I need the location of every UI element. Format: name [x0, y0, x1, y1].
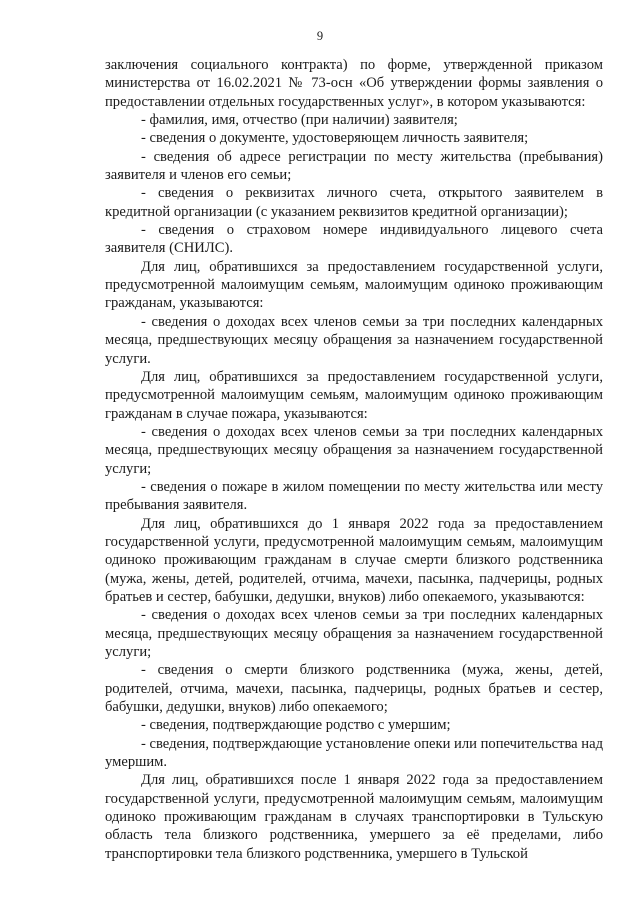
paragraph-low-income: Для лиц, обратившихся за предоставлением государственной услуги, предусмотренной малоимущим семьям, малоимущим одиноко проживающим гражданам, указываются: — [105, 258, 603, 312]
paragraph-death-case-before-2022: Для лиц, обратившихся до 1 января 2022 года за предоставлением государственной услуги, предусмотренной малоимущим семьям, малоимущим одиноко проживающим гражданам в случае смерти близкого родственника (мужа, жены, детей, родителей, отчима, мачехи, пасынка, падчерицы, родных братьев и сестер, бабушки, дедушки, внуков) либо опекаемого, указываются: — [105, 515, 603, 605]
list-item-registration-address: - сведения об адресе регистрации по месту жительства (пребывания) заявителя и членов его семьи; — [105, 148, 603, 184]
list-item-family-income: - сведения о доходах всех членов семьи за три последних календарных месяца, предшествующих месяцу обращения за назначением государственной услуги. — [105, 313, 603, 367]
list-item-family-income-death: - сведения о доходах всех членов семьи за три последних календарных месяца, предшествующих месяцу обращения за назначением государственной услуги; — [105, 607, 603, 660]
list-item-full-name: - фамилия, имя, отчество (при наличии) заявителя; — [141, 112, 458, 129]
paragraph-continuation: заключения социального контракта) по форме, утвержденной приказом министерства от 16.02.2021 № 73-осн «Об утверждении формы заявления о предоставлении отдельных государственных услуг», в котором указываются: — [105, 57, 603, 110]
list-item-fire-info: - сведения о пожаре в жилом помещении по месту жительства или месту пребывания заявителя. — [105, 478, 603, 514]
list-item-kinship-proof: - сведения, подтверждающие родство с умершим; — [141, 717, 451, 734]
paragraph-fire-case: Для лиц, обратившихся за предоставлением государственной услуги, предусмотренной малоимущим семьям, малоимущим одиноко проживающим гражданам в случае пожара, указываются: — [105, 368, 603, 422]
paragraph-transport-case-after-2022: Для лиц, обратившихся после 1 января 2022 года за предоставлением государственной услуги, предусмотренной малоимущим семьям, малоимущим одиноко проживающим гражданам в случаях транспортировки в Тульскую область тела близкого родственника, умершего за её пределами, либо транспортировки тела близкого родственника, умершего в Тульской — [105, 772, 603, 862]
list-item-family-income-fire: - сведения о доходах всех членов семьи за три последних календарных месяца, предшествующих месяцу обращения за назначением государственной услуги; — [105, 423, 603, 477]
list-item-bank-account: - сведения о реквизитах личного счета, открытого заявителем в кредитной организации (с указанием реквизитов кредитной организации); — [105, 185, 603, 220]
list-item-snils: - сведения о страховом номере индивидуального лицевого счета заявителя (СНИЛС). — [105, 222, 603, 257]
list-item-guardianship-proof: - сведения, подтверждающие установление опеки или попечительства над умершим. — [105, 735, 603, 771]
document-body — [105, 56, 603, 863]
page-number: 9 — [316, 29, 324, 43]
list-item-identity-document: - сведения о документе, удостоверяющем личность заявителя; — [141, 130, 529, 147]
list-item-death-info: - сведения о смерти близкого родственника (мужа, жены, детей, родителей, отчима, мачехи, пасынка, падчерицы, родных братьев и сестер, бабушки, дедушки, внуков) либо опекаемого; — [105, 662, 603, 716]
